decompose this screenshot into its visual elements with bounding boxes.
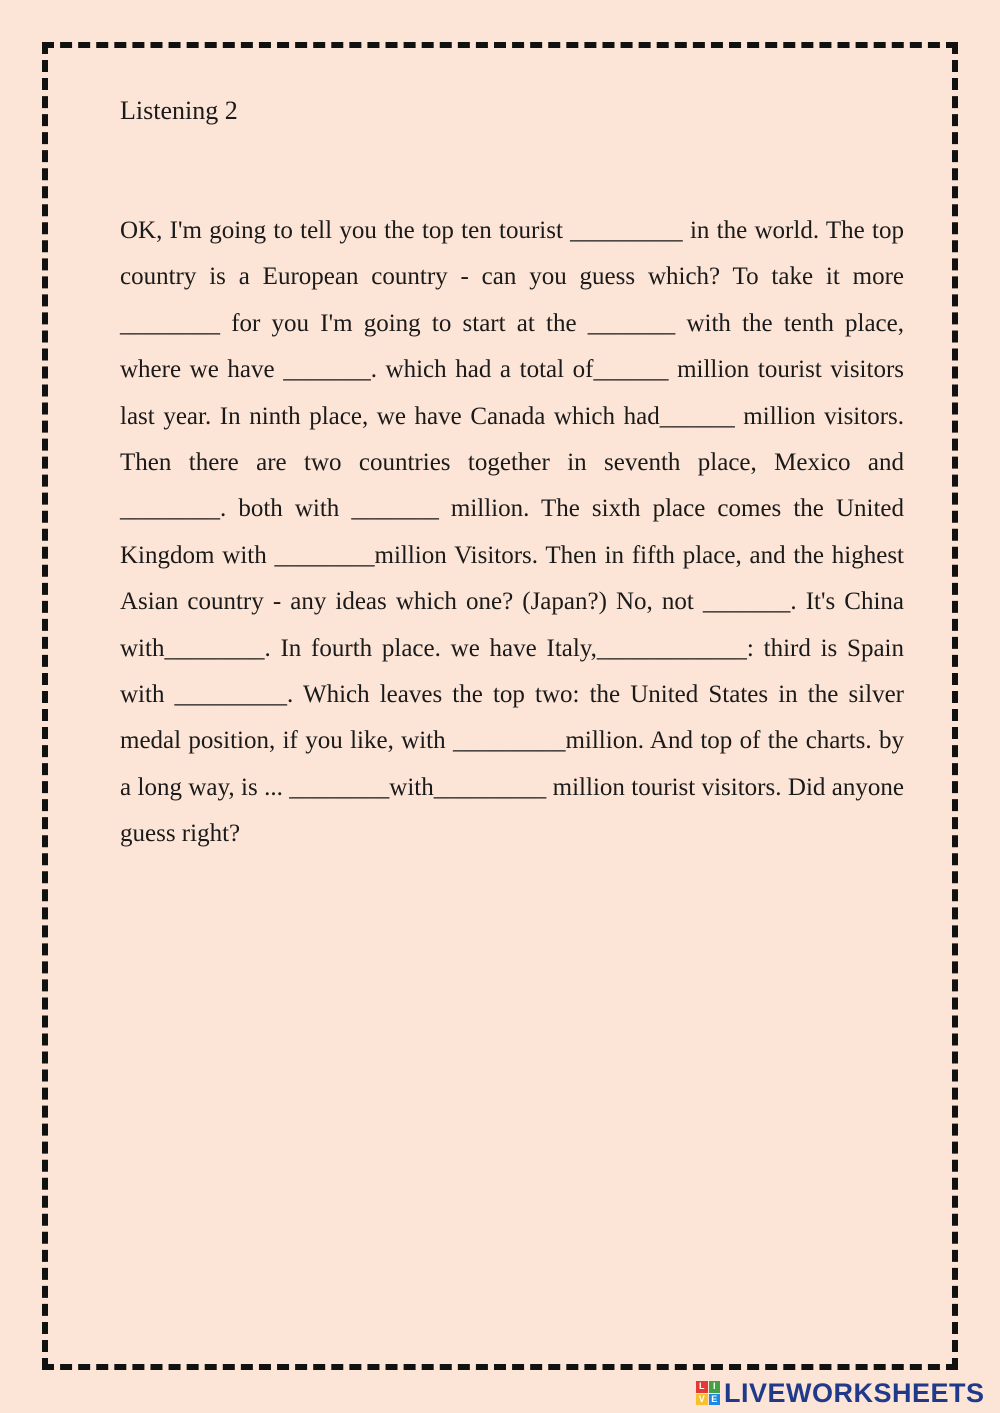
listening-passage: OK, I'm going to tell you the top ten tourist _________ in the world. The top country is a European country - can you guess which? To take it more ________ for you I'm going to start at the _______ with the tenth place, where we have _______. which had a total of______ million tourist visitors last year. In ninth place, we have Canada which had______ million visitors. Then there are two countries together in seventh place, Mexico and ________. both with _______ million. The sixth place comes the United Kingdom with ________million Visitors. Then in fifth place, and the highest Asian country - any ideas which one? (Japan?) No, not _______. It's China with________. In fourth place. we have Italy,____________: third is Spain with _________. Which leaves the top two: the United States in the silver medal position, if you like, with _________million. And top of the charts. by a long way, is ... ________with_________ million tourist visitors. Did anyone guess right? [120, 217, 904, 848]
liveworksheets-logo-icon [696, 1381, 720, 1405]
logo-icon-letter: L [696, 1381, 708, 1393]
liveworksheets-logo-text: LIVEWORKSHEETS [724, 1377, 985, 1408]
logo-icon-letter: V [696, 1394, 708, 1406]
page-title: Listening 2 [120, 96, 238, 125]
liveworksheets-logo [696, 1377, 985, 1409]
logo-icon-letter: E [709, 1394, 721, 1406]
logo-icon-letter: I [709, 1381, 721, 1393]
